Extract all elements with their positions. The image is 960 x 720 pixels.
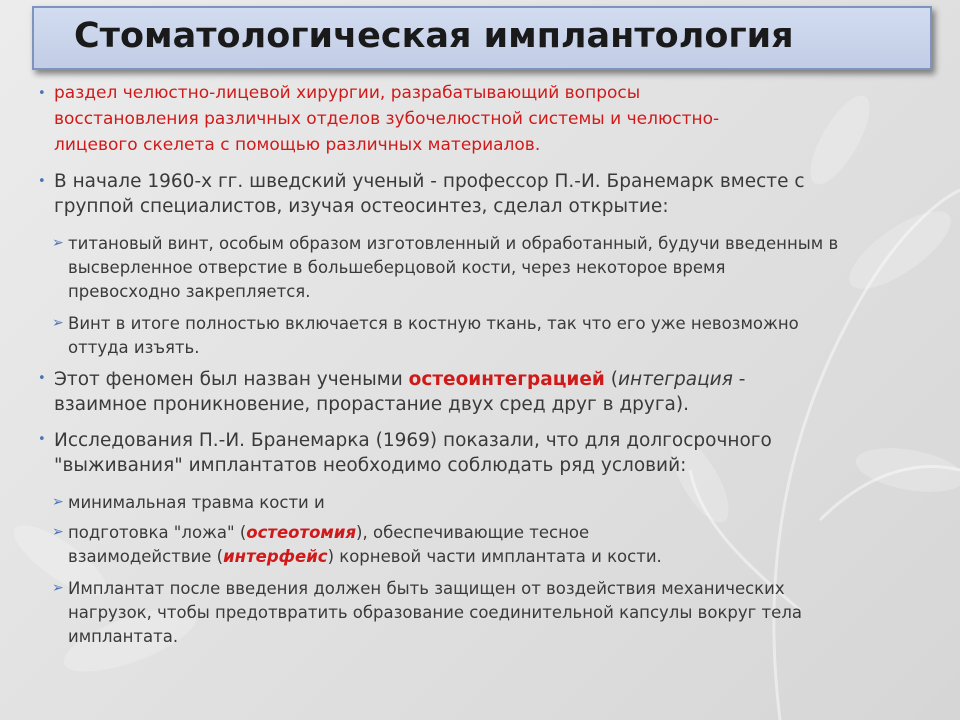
bullet-marker: •: [38, 432, 46, 447]
text-line: имплантата.: [68, 627, 179, 646]
bullet-marker: •: [38, 174, 46, 189]
arrow-bullet-icon: ➢: [52, 524, 64, 540]
text-line: восстановления различных отделов зубочелюстной системы и челюстно-: [54, 109, 720, 129]
text-line: лицевого скелета с помощью различных материалов.: [54, 135, 541, 155]
text-line: подготовка "ложа" (остеотомия), обеспечивающие тесное: [68, 523, 590, 542]
text-line: В начале 1960-х гг. шведский ученый - профессор П.-И. Бранемарк вместе с: [54, 171, 805, 192]
text-line: оттуда изъять.: [68, 338, 200, 357]
term-interface: интерфейс: [223, 547, 328, 566]
bullet-history: [54, 169, 805, 219]
text-line: титановый винт, особым образом изготовленный и обработанный, будучи введенным в: [68, 234, 839, 253]
arrow-bullet-icon: ➢: [52, 580, 64, 596]
subbullet-bed-preparation: [68, 521, 662, 569]
text-line: "выживания" имплантатов необходимо соблюдать ряд условий:: [54, 455, 687, 476]
bullet-marker: •: [38, 371, 46, 386]
subbullet-minimal-trauma: [68, 491, 325, 515]
text-line: Имплантат после введения должен быть защищен от воздействия механических: [68, 579, 785, 598]
term-osseointegration: остеоинтеграцией: [408, 369, 605, 390]
text-line: Винт в итоге полностью включается в костную ткань, так что его уже невозможно: [68, 314, 799, 333]
arrow-bullet-icon: ➢: [52, 235, 64, 251]
bullet-marker: •: [38, 86, 46, 101]
text-line: минимальная травма кости и: [68, 493, 325, 512]
subbullet-titanium-screw: [68, 232, 838, 304]
bullet-definition: [54, 80, 719, 158]
subbullet-screw-integration: [68, 312, 799, 360]
text-line: взаимное проникновение, прорастание двух сред друг в друга).: [54, 394, 689, 415]
text-line: превосходно закрепляется.: [68, 282, 311, 301]
subbullet-implant-protection: [68, 577, 802, 649]
text-line: Этот феномен был назван учеными остеоинтеграцией (интеграция -: [54, 369, 746, 390]
term-osteotomy: остеотомия: [246, 523, 357, 542]
text-line: раздел челюстно-лицевой хирургии, разрабатывающий вопросы: [54, 83, 641, 103]
text-line: нагрузок, чтобы предотвратить образование соединительной капсулы вокруг тела: [68, 603, 802, 622]
arrow-bullet-icon: ➢: [52, 315, 64, 331]
text-line: взаимодействие (интерфейс) корневой части имплантата и кости.: [68, 547, 662, 566]
bullet-osseointegration: [54, 367, 745, 417]
text-line: высверленное отверстие в большеберцовой кости, через некоторое время: [68, 258, 726, 277]
text-line: группой специалистов, изучая остеосинтез, сделал открытие:: [54, 196, 669, 217]
bullet-research: [54, 428, 772, 478]
slide-title: Стоматологическая имплантология: [74, 16, 794, 56]
text-line: Исследования П.-И. Бранемарка (1969) показали, что для долгосрочного: [54, 430, 772, 451]
arrow-bullet-icon: ➢: [52, 494, 64, 510]
